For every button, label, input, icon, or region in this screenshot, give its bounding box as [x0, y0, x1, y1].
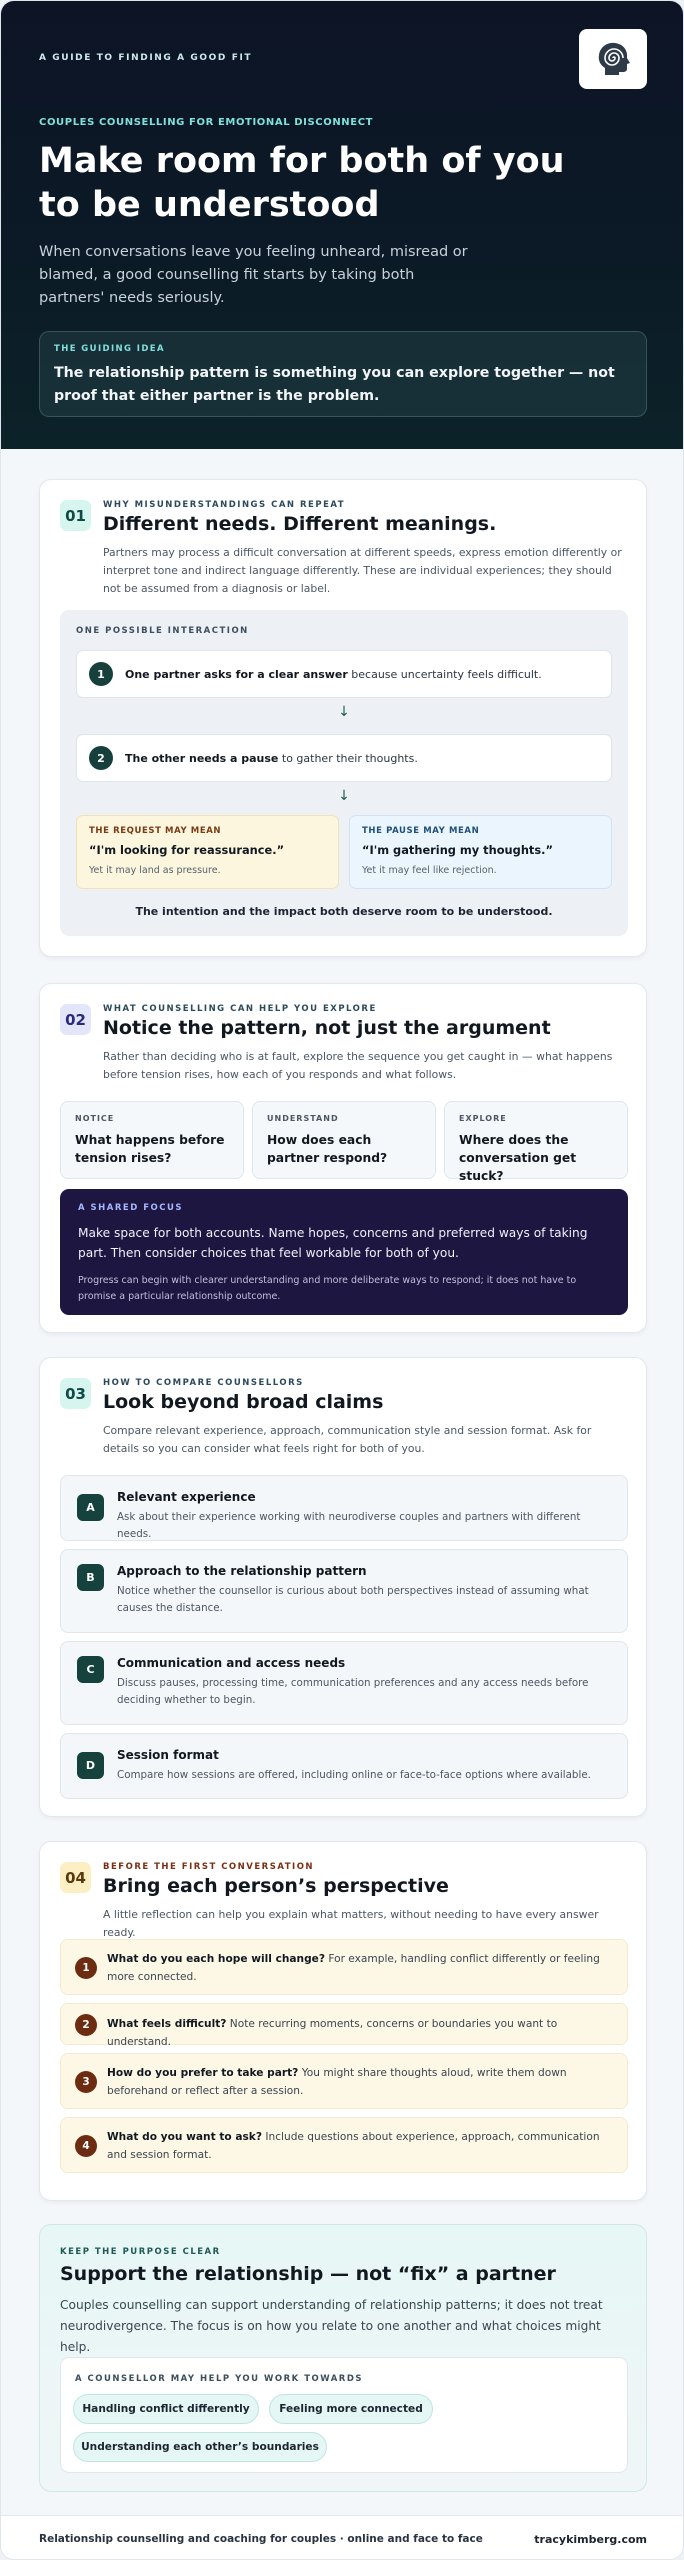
- focus-text: Make space for both accounts. Name hopes, concerns and preferred ways of taking part. Then consider choices that feel workable for both of you.: [78, 1226, 588, 1260]
- section-number: 02: [60, 1004, 91, 1035]
- request-meaning-box: [76, 815, 339, 889]
- reflection-number: 2: [75, 2014, 97, 2036]
- section-kicker: WHY MISUNDERSTANDINGS CAN REPEAT: [103, 500, 346, 510]
- footer-tagline: Relationship counselling and coaching for couples · online and face to face: [39, 2533, 483, 2545]
- interaction-kicker: ONE POSSIBLE INTERACTION: [76, 626, 249, 636]
- section-text: Partners may process a difficult conversation at different speeds, express emotion differently or interpret tone and indirect language differently. These are individual experiences; they should not be assumed from a diagnosis or label.: [103, 546, 622, 595]
- reflection-number: 4: [75, 2135, 97, 2157]
- hero-header: [1, 1, 684, 449]
- guiding-idea-box: [39, 331, 647, 417]
- pause-note: Yet it may feel like rejection.: [362, 865, 497, 876]
- down-arrow-icon: ↓: [338, 788, 350, 804]
- logo: [579, 29, 647, 89]
- understand-card: [252, 1101, 436, 1179]
- request-kicker: THE REQUEST MAY MEAN: [89, 826, 222, 836]
- interaction-panel: [60, 610, 628, 936]
- section-kicker: HOW TO COMPARE COUNSELLORS: [103, 1378, 304, 1388]
- card-kicker: UNDERSTAND: [267, 1114, 339, 1123]
- criteria-title: Approach to the relationship pattern: [117, 1564, 367, 1578]
- section-compare-counsellors: [39, 1357, 647, 1817]
- guide-eyebrow: A GUIDE TO FINDING A GOOD FIT: [39, 53, 253, 63]
- goals-kicker: A COUNSELLOR MAY HELP YOU WORK TOWARDS: [75, 2374, 364, 2384]
- criteria-item: [60, 1641, 628, 1725]
- reflection-text: What do you each hope will change? For example, handling conflict differently or feeling more connected.: [107, 1953, 600, 1983]
- reflection-text: What feels difficult? Note recurring moments, concerns or boundaries you want to understand.: [107, 2018, 558, 2048]
- explore-card: [444, 1101, 628, 1183]
- step-text: The other needs a pause to gather their thoughts.: [125, 751, 418, 765]
- criteria-text: Notice whether the counsellor is curious about both perspectives instead of assuming what causes the distance.: [117, 1585, 589, 1614]
- footer-website-link[interactable]: tracykimberg.com: [534, 2533, 647, 2546]
- page-footer: [1, 2515, 684, 2560]
- section-different-needs: [39, 479, 647, 957]
- goal-chip: Feeling more connected: [269, 2394, 433, 2424]
- interaction-summary: The intention and the impact both deserve room to be understood.: [135, 905, 553, 918]
- section-number: 01: [60, 500, 91, 531]
- hero-kicker: COUPLES COUNSELLING FOR EMOTIONAL DISCONNECT: [39, 117, 374, 128]
- card-kicker: NOTICE: [75, 1114, 115, 1123]
- section-title: Different needs. Different meanings.: [103, 513, 497, 535]
- section-text: A little reflection can help you explain what matters, without needing to have every answer ready.: [103, 1908, 599, 1939]
- interaction-step-2: [76, 734, 612, 782]
- purpose-title: Support the relationship — not “fix” a partner: [60, 2263, 556, 2285]
- pause-kicker: THE PAUSE MAY MEAN: [362, 826, 480, 836]
- section-title: Notice the pattern, not just the argument: [103, 1017, 551, 1039]
- section-first-conversation: [39, 1841, 647, 2201]
- hero-lede: When conversations leave you feeling unheard, misread or blamed, a good counselling fit starts by taking both partners' needs seriously.: [39, 244, 468, 306]
- section-kicker: WHAT COUNSELLING CAN HELP YOU EXPLORE: [103, 1004, 377, 1014]
- criteria-item: [60, 1733, 628, 1799]
- card-title: Where does the conversation get stuck?: [459, 1133, 577, 1183]
- step-number: 2: [89, 746, 113, 770]
- purpose-kicker: KEEP THE PURPOSE CLEAR: [60, 2247, 221, 2257]
- page-title: Make room for both of you to be understood: [39, 141, 565, 225]
- criteria-letter: D: [77, 1752, 104, 1779]
- reflection-item: [60, 2053, 628, 2109]
- card-title: What happens before tension rises?: [75, 1133, 225, 1165]
- down-arrow-icon: ↓: [338, 704, 350, 720]
- card-title: How does each partner respond?: [267, 1133, 388, 1165]
- criteria-title: Relevant experience: [117, 1490, 256, 1504]
- interaction-step-1: [76, 650, 612, 698]
- card-kicker: EXPLORE: [459, 1114, 507, 1123]
- reflection-number: 1: [75, 1957, 97, 1979]
- focus-subtext: Progress can begin with clearer understanding and more deliberate ways to respond; it does not have to promise a particular relationship outcome.: [78, 1275, 577, 1302]
- step-text: One partner asks for a clear answer because uncertainty feels difficult.: [125, 667, 542, 681]
- pause-quote: “I'm gathering my thoughts.”: [362, 843, 553, 857]
- criteria-letter: B: [77, 1564, 104, 1591]
- section-number: 03: [60, 1378, 91, 1409]
- step-number: 1: [89, 662, 113, 686]
- section-title: Look beyond broad claims: [103, 1391, 384, 1413]
- criteria-letter: A: [77, 1494, 104, 1521]
- reflection-item: [60, 2003, 628, 2048]
- guiding-idea-kicker: THE GUIDING IDEA: [54, 344, 165, 354]
- notice-card: [60, 1101, 244, 1179]
- criteria-text: Discuss pauses, processing time, communication preferences and any access needs before deciding whether to begin.: [117, 1677, 589, 1706]
- goal-chip: Understanding each other’s boundaries: [73, 2432, 327, 2462]
- request-note: Yet it may land as pressure.: [89, 865, 221, 876]
- section-kicker: BEFORE THE FIRST CONVERSATION: [103, 1862, 315, 1872]
- section-notice-pattern: [39, 983, 647, 1333]
- criteria-item: [60, 1549, 628, 1633]
- spiral-head-icon: [593, 39, 633, 79]
- guiding-idea-text: The relationship pattern is something you can explore together — not proof that either partner is the problem.: [54, 365, 615, 404]
- focus-kicker: A SHARED FOCUS: [78, 1203, 184, 1213]
- section-text: Compare relevant experience, approach, communication style and session format. Ask for details so you can consider what feels right for both of you.: [103, 1424, 592, 1455]
- purpose-text: Couples counselling can support understanding of relationship patterns; it does not treat neurodivergence. The focus is on how you relate to one another and what choices might help.: [60, 2298, 603, 2354]
- criteria-title: Communication and access needs: [117, 1656, 346, 1670]
- criteria-text: Ask about their experience working with neurodiverse couples and partners with different needs.: [117, 1511, 581, 1540]
- reflection-text: How do you prefer to take part? You might share thoughts aloud, write them down beforehand or reflect after a session.: [107, 2067, 567, 2097]
- goal-chip: Handling conflict differently: [73, 2394, 259, 2424]
- section-number: 04: [60, 1862, 91, 1893]
- section-title: Bring each person’s perspective: [103, 1875, 449, 1897]
- criteria-letter: C: [77, 1656, 104, 1683]
- pause-meaning-box: [349, 815, 612, 889]
- section-purpose: [39, 2224, 647, 2492]
- reflection-item: [60, 1939, 628, 1995]
- request-quote: “I'm looking for reassurance.”: [89, 843, 285, 857]
- goals-panel: [60, 2357, 628, 2473]
- reflection-text: What do you want to ask? Include questions about experience, approach, communication and session format.: [107, 2131, 600, 2161]
- criteria-item: [60, 1475, 628, 1541]
- criteria-title: Session format: [117, 1748, 219, 1762]
- reflection-item: [60, 2117, 628, 2173]
- criteria-text: Compare how sessions are offered, including online or face-to-face options where available.: [117, 1769, 591, 1781]
- section-text: Rather than deciding who is at fault, explore the sequence you get caught in — what happens before tension rises, how each of you responds and what follows.: [103, 1050, 613, 1081]
- reflection-number: 3: [75, 2071, 97, 2093]
- shared-focus-panel: [60, 1189, 628, 1315]
